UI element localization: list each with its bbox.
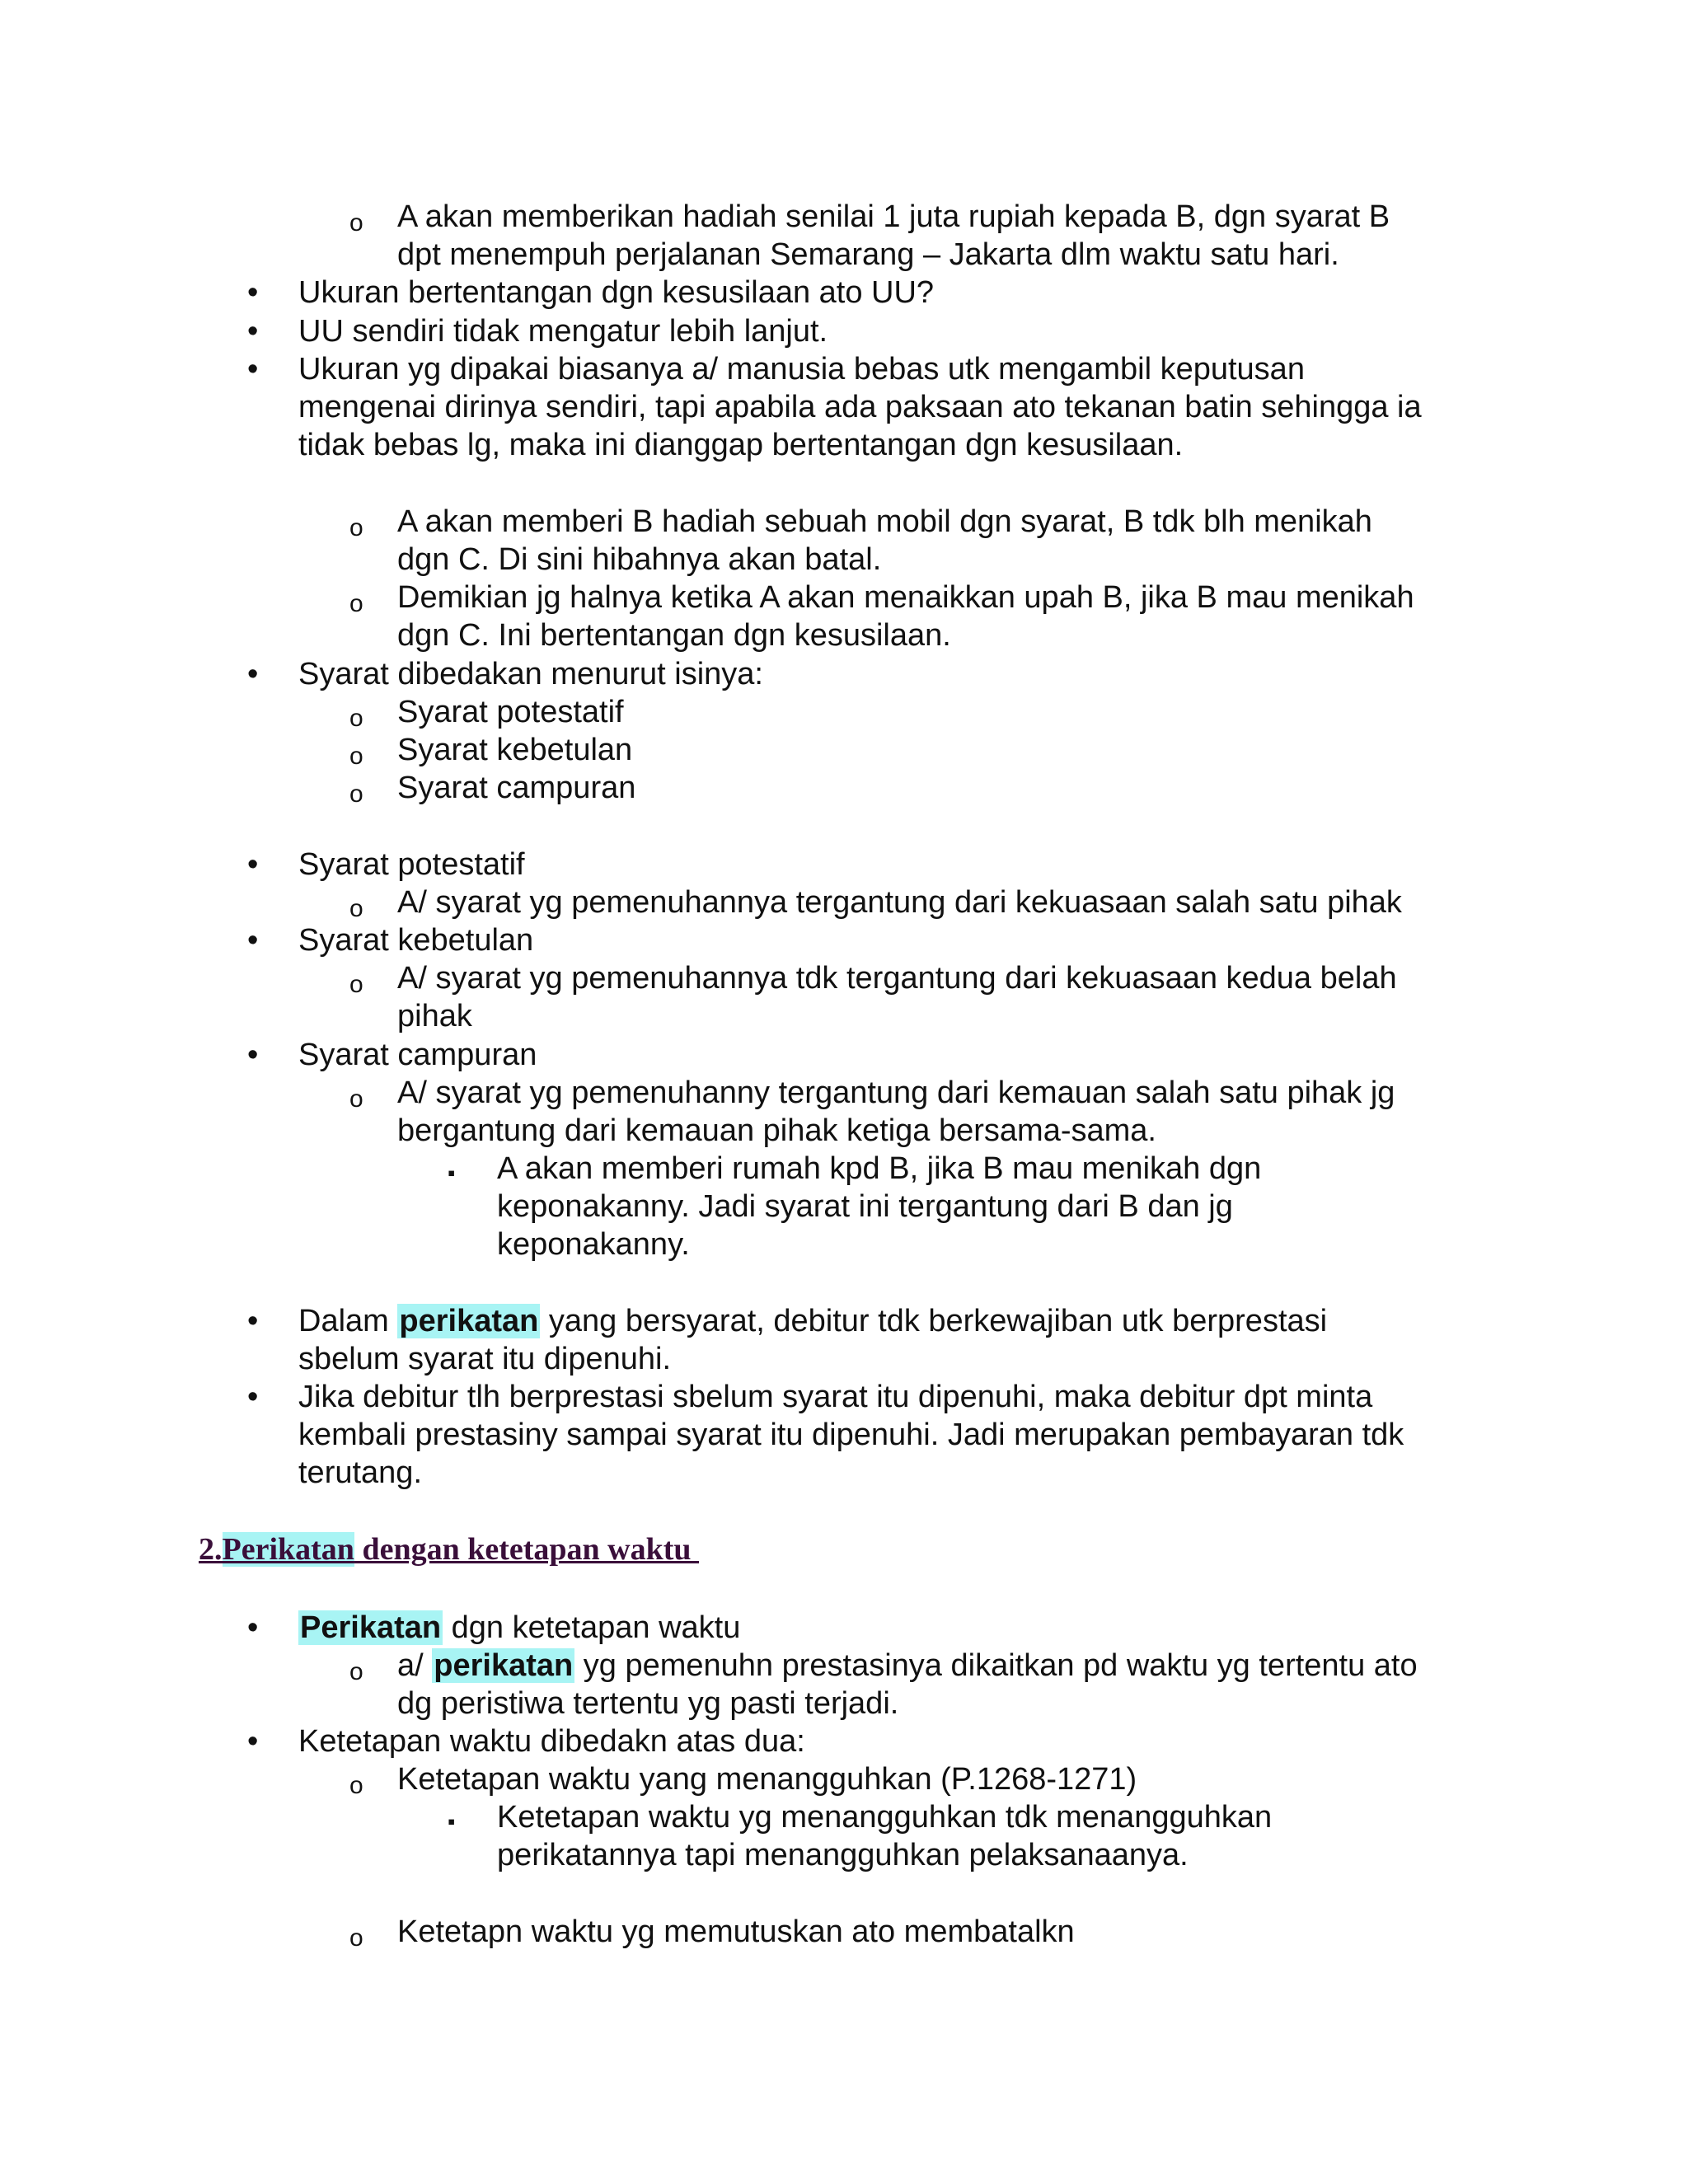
text-line: keponakanny. Jadi syarat ini tergantung dari B dan jg: [497, 1189, 1233, 1224]
text-line: Ketetapan waktu dibedakn atas dua:: [298, 1724, 805, 1759]
bullet: •: [247, 314, 259, 349]
text-line: dgn C. Ini bertentangan dgn kesusilaan.: [397, 618, 951, 653]
sub-bullet: o: [349, 1085, 363, 1113]
text-line: Jika debitur tlh berprestasi sbelum syarat itu dipenuhi, maka debitur dpt minta: [298, 1380, 1373, 1414]
text-line: Demikian jg halnya ketika A akan menaikkan upah B, jika B mau menikah: [397, 580, 1414, 615]
text-line: A/ syarat yg pemenuhannya tdk tergantung dari kekuasaan kedua belah: [397, 961, 1397, 996]
text-line: perikatannya tapi menangguhkan pelaksanaanya.: [497, 1838, 1189, 1872]
text-line: terutang.: [298, 1455, 422, 1490]
text-line: A akan memberi rumah kpd B, jika B mau menikah dgn: [497, 1151, 1262, 1186]
highlighted-term: Perikatan: [300, 1610, 442, 1645]
sub-sub-bullet: ▪: [448, 1160, 456, 1185]
sub-bullet: o: [349, 743, 363, 770]
text-line: Ketetapan waktu yg menangguhkan tdk menangguhkan: [497, 1800, 1273, 1835]
bullet: •: [247, 1304, 259, 1338]
text-line: sbelum syarat itu dipenuhi.: [298, 1342, 672, 1376]
bullet: •: [247, 1610, 259, 1645]
sub-bullet: o: [349, 209, 363, 237]
text-line: A akan memberi B hadiah sebuah mobil dgn syarat, B tdk blh menikah: [397, 504, 1372, 539]
sub-bullet: o: [349, 590, 363, 617]
text-line: dgn C. Di sini hibahnya akan batal.: [397, 542, 882, 577]
text-line: a/ perikatan yg pemenuhn prestasinya dikaitkan pd waktu yg tertentu ato: [397, 1648, 1418, 1683]
text-line: A/ syarat yg pemenuhannya tergantung dari kekuasaan salah satu pihak: [397, 885, 1402, 920]
text-line: bergantung dari kemauan pihak ketiga bersama-sama.: [397, 1113, 1156, 1148]
text-line: Dalam perikatan yang bersyarat, debitur tdk berkewajiban utk berprestasi: [298, 1304, 1328, 1338]
text-line: Syarat potestatif: [397, 695, 624, 729]
bullet: •: [247, 1380, 259, 1414]
text-line: Syarat campuran: [298, 1038, 537, 1072]
text-line: Syarat potestatif: [298, 847, 525, 882]
sub-bullet: o: [349, 895, 363, 922]
text-line: Syarat dibedakan menurut isinya:: [298, 657, 763, 691]
text-line: Ketetapan waktu yang menangguhkan (P.1268-1271): [397, 1762, 1137, 1797]
text-line: mengenai dirinya sendiri, tapi apabila ada paksaan ato tekanan batin sehingga ia: [298, 390, 1422, 424]
bullet: •: [247, 657, 259, 691]
sub-bullet: o: [349, 780, 363, 808]
highlighted-term: perikatan: [434, 1648, 574, 1683]
text-line: dpt menempuh perjalanan Semarang – Jakarta dlm waktu satu hari.: [397, 237, 1339, 272]
bullet: •: [247, 1038, 259, 1072]
sub-bullet: o: [349, 1772, 363, 1799]
text-line: Ukuran yg dipakai biasanya a/ manusia bebas utk mengambil keputusan: [298, 352, 1305, 387]
text-line: Syarat kebetulan: [298, 923, 534, 958]
highlighted-term: Perikatan: [222, 1532, 354, 1567]
text-line: Ukuran bertentangan dgn kesusilaan ato UU?: [298, 275, 935, 310]
sub-bullet: o: [349, 514, 363, 541]
text-line: Perikatan dgn ketetapan waktu: [300, 1610, 741, 1645]
text-line: tidak bebas lg, maka ini dianggap bertentangan dgn kesusilaan.: [298, 428, 1184, 462]
sub-bullet: o: [349, 705, 363, 732]
bullet: •: [247, 1724, 259, 1759]
text-line: Ketetapn waktu yg memutuskan ato membatalkn: [397, 1915, 1075, 1949]
sub-bullet: o: [349, 1658, 363, 1685]
section-heading: 2.Perikatan dengan ketetapan waktu: [199, 1532, 700, 1567]
bullet: •: [247, 847, 259, 882]
text-line: Syarat campuran: [397, 771, 636, 805]
sub-sub-bullet: ▪: [448, 1809, 456, 1834]
text-line: UU sendiri tidak mengatur lebih lanjut.: [298, 314, 828, 349]
bullet: •: [247, 275, 259, 310]
bullet: •: [247, 352, 259, 387]
sub-bullet: o: [349, 1924, 363, 1952]
bullet: •: [247, 923, 259, 958]
text-line: pihak: [397, 999, 472, 1033]
text-line: dg peristiwa tertentu yg pasti terjadi.: [397, 1686, 899, 1721]
text-line: keponakanny.: [497, 1227, 690, 1262]
text-line: A akan memberikan hadiah senilai 1 juta rupiah kepada B, dgn syarat B: [397, 199, 1390, 234]
text-line: A/ syarat yg pemenuhanny tergantung dari kemauan salah satu pihak jg: [397, 1076, 1395, 1110]
text-line: Syarat kebetulan: [397, 733, 633, 767]
sub-bullet: o: [349, 971, 363, 998]
highlighted-term: perikatan: [399, 1304, 539, 1338]
text-line: kembali prestasiny sampai syarat itu dipenuhi. Jadi merupakan pembayaran tdk: [298, 1418, 1404, 1452]
